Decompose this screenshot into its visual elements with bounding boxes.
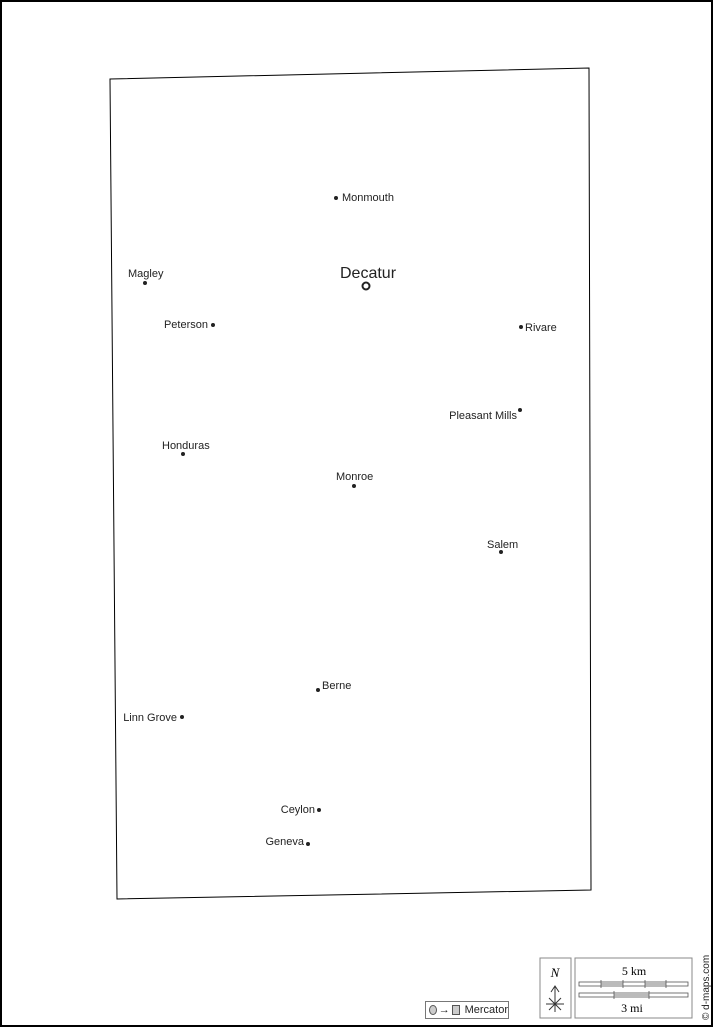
projection-legend — [425, 1001, 509, 1019]
town-dot — [316, 688, 320, 692]
town-label: Salem — [487, 539, 519, 551]
town-magley — [128, 268, 164, 285]
town-dot — [334, 196, 338, 200]
town-dot — [211, 323, 215, 327]
town-linn-grove — [123, 712, 184, 724]
compass — [540, 958, 571, 1018]
town-label: Monmouth — [342, 192, 394, 204]
town-label: Honduras — [162, 440, 210, 452]
town-dot — [519, 325, 523, 329]
town-ceylon — [281, 804, 321, 816]
town-label: Berne — [322, 680, 352, 692]
county-seat-symbol — [363, 283, 370, 290]
town-dot — [180, 715, 184, 719]
town-label: Geneva — [265, 836, 304, 848]
town-label: Ceylon — [280, 804, 315, 816]
map-canvas — [2, 2, 713, 1029]
scale-km-label: 5 km — [621, 964, 647, 978]
globe-icon — [429, 1005, 437, 1015]
town-label: Peterson — [163, 319, 208, 331]
copyright-credit: © d-maps.com — [701, 954, 712, 1020]
town-peterson — [164, 319, 215, 331]
town-pleasant-mills — [449, 408, 522, 422]
north-label: N — [550, 965, 560, 980]
projection-label: Mercator — [464, 1004, 508, 1016]
town-geneva — [265, 836, 310, 848]
town-monroe — [336, 471, 373, 488]
town-label: Magley — [128, 268, 164, 280]
town-dot — [143, 281, 147, 285]
projection-arrow-icon: → — [438, 1004, 450, 1016]
town-dot — [352, 484, 356, 488]
scale-mi-label: 3 mi — [621, 1001, 643, 1015]
town-label: Pleasant Mills — [449, 410, 517, 422]
town-dot — [518, 408, 522, 412]
town-salem — [487, 539, 518, 554]
town-label: Rivare — [525, 322, 557, 334]
town-monmouth — [334, 192, 394, 204]
county-seat-decatur — [340, 265, 397, 290]
flat-map-icon — [452, 1005, 460, 1015]
town-dot — [181, 452, 185, 456]
town-dot — [317, 808, 321, 812]
town-dot — [306, 842, 310, 846]
town-label: Linn Grove — [123, 712, 177, 724]
scale-bar — [575, 958, 692, 1018]
town-label: Monroe — [336, 471, 374, 483]
county-seat-label: Decatur — [340, 265, 397, 282]
town-rivare — [519, 322, 557, 334]
town-honduras — [162, 440, 210, 456]
town-berne — [316, 680, 351, 692]
